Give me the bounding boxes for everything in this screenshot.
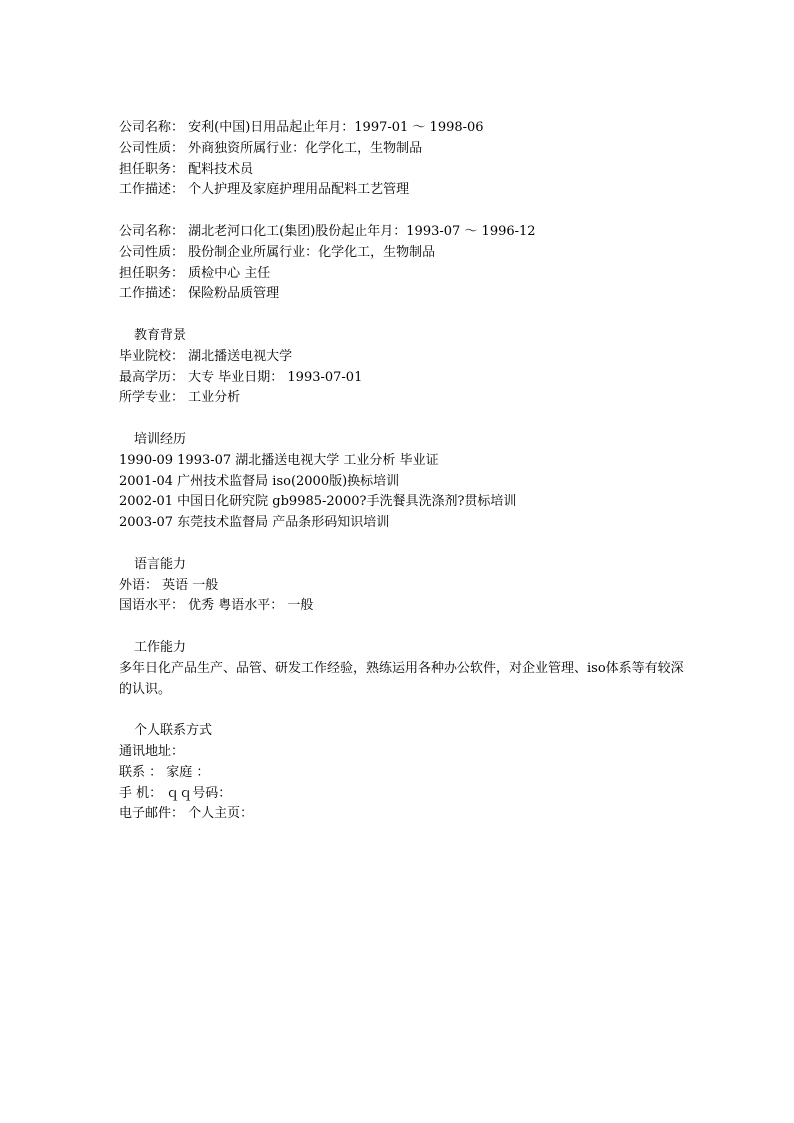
skills-heading: 工作能力 (134, 639, 187, 655)
company-line: 公司名称： 安利(中国)日用品起止年月：1997-01 ～ 1998-06 (119, 120, 484, 135)
company-line: 公司名称： 湖北老河口化工(集团)股份起止年月：1993-07 ～ 1996-12 (119, 223, 536, 239)
address-line: 通讯地址： (119, 743, 185, 759)
language-section (119, 555, 699, 617)
major-line: 所学专业： 工业分析 (119, 390, 241, 406)
company-nature-line: 公司性质： 股份制企业所属行业：化学化工，生物制品 (119, 244, 436, 260)
work-entry-2 (119, 222, 699, 305)
job-description-line: 工作描述： 保险粉品质管理 (119, 286, 280, 302)
mobile-line: 手 机： ｑｑ号码： (119, 785, 232, 801)
spacer (119, 700, 699, 721)
training-item: 2002-01 中国日化研究院 gb9985-2000?手洗餐具洗涤剂?贯标培训 (119, 494, 517, 510)
company-nature-line: 公司性质： 外商独资所属行业：化学化工，生物制品 (119, 140, 423, 156)
training-item: 2001-04 广州技术监督局 iso(2000版)换标培训 (119, 473, 400, 489)
education-section (119, 326, 699, 409)
phone-line: 联系 ： 家庭 ： (119, 764, 210, 780)
position-line: 担任职务： 质检中心 主任 (119, 265, 271, 281)
training-item: 1990-09 1993-07 湖北播送电视大学 工业分析 毕业证 (119, 452, 439, 468)
spacer (119, 534, 699, 555)
foreign-language-line: 外语： 英语 一般 (119, 577, 219, 593)
work-entry-1 (119, 118, 699, 201)
school-line: 毕业院校： 湖北播送电视大学 (119, 348, 293, 364)
spacer (119, 617, 699, 638)
skills-section (119, 638, 699, 700)
training-item: 2003-07 东莞技术监督局 产品条形码知识培训 (119, 515, 390, 531)
email-line: 电子邮件： 个人主页： (119, 806, 254, 822)
degree-line: 最高学历： 大专 毕业日期： 1993-07-01 (119, 369, 363, 385)
job-description-line: 工作描述： 个人护理及家庭护理用品配料工艺管理 (119, 182, 410, 198)
contact-section (119, 721, 699, 825)
training-section (119, 430, 699, 534)
resume-content (119, 118, 699, 825)
contact-heading: 个人联系方式 (134, 723, 213, 739)
training-heading: 培训经历 (134, 431, 187, 447)
spacer (119, 305, 699, 326)
language-heading: 语言能力 (134, 556, 187, 572)
spacer (119, 409, 699, 430)
dialect-line: 国语水平： 优秀 粤语水平： 一般 (119, 598, 314, 614)
position-line: 担任职务： 配料技术员 (119, 161, 254, 177)
spacer (119, 201, 699, 222)
education-heading: 教育背景 (134, 327, 187, 343)
skills-text: 多年日化产品生产、品管、研发工作经验，熟练运用各种办公软件，对企业管理、iso体系等有较深的认识。 (119, 660, 684, 697)
